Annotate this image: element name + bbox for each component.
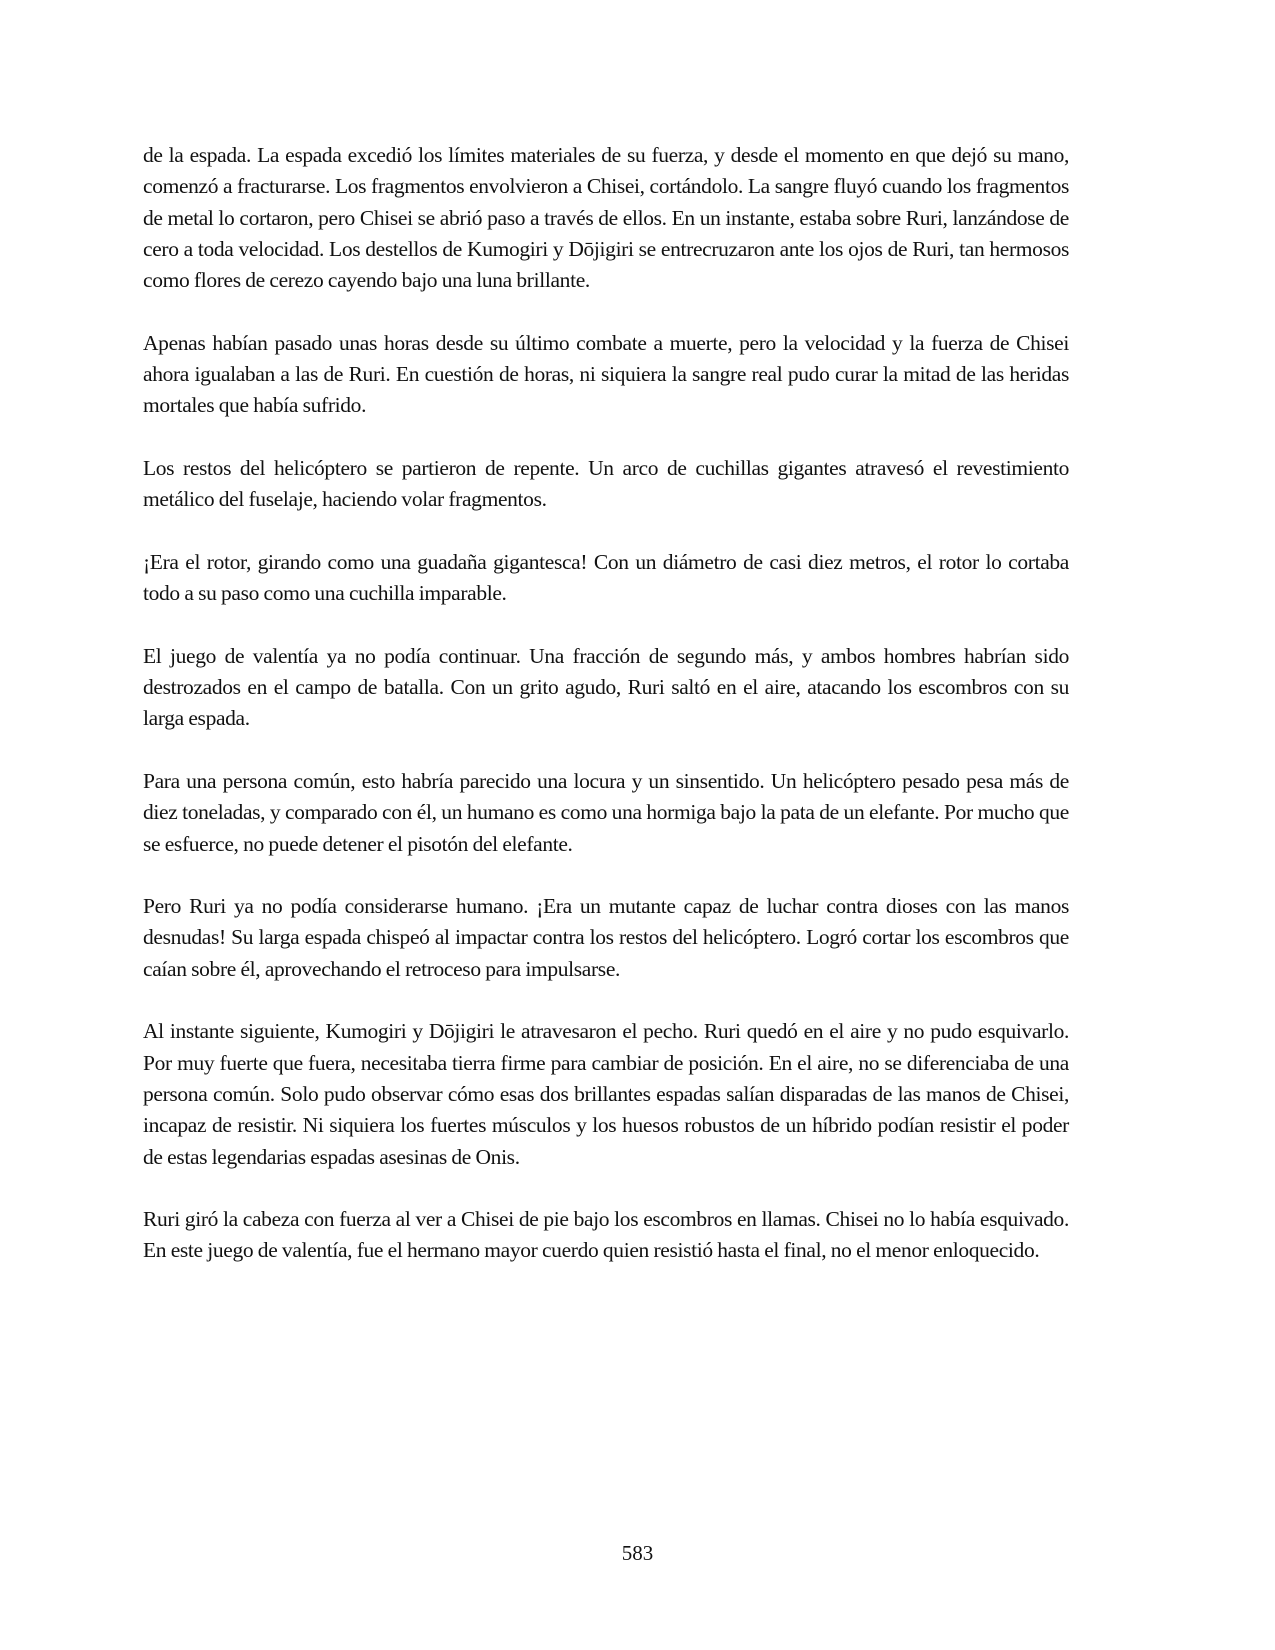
paragraph-8: Al instante siguiente, Kumogiri y Dōjigiri le atravesaron el pecho. Ruri quedó en el aire y no pudo esquivarlo. Por muy fuerte que fuera, necesitaba tierra firme para cambiar de posición. En el aire, no se diferenciaba de una persona común. Solo pudo observar cómo esas dos brillantes espadas salían disparadas de las manos de Chisei, incapaz de resistir. Ni siquiera los fuertes músculos y los huesos robustos de un híbrido podían resistir el poder de estas legendarias espadas asesinas de Onis. bbox=[143, 1019, 1069, 1169]
paragraph-6: Para una persona común, esto habría parecido una locura y un sinsentido. Un helicóptero pesado pesa más de diez toneladas, y comparado con él, un humano es como una hormiga bajo la pata de un elefante. Por mucho que se esfuerce, no puede detener el pisotón del elefante. bbox=[143, 768, 1069, 856]
paragraph-3: Los restos del helicóptero se partieron de repente. Un arco de cuchillas gigantes atravesó el revestimiento metálico del fuselaje, haciendo volar fragmentos. bbox=[143, 455, 1069, 512]
page-number: 583 bbox=[621, 1541, 654, 1565]
paragraph-5: El juego de valentía ya no podía continuar. Una fracción de segundo más, y ambos hombres habrían sido destrozados en el campo de batalla. Con un grito agudo, Ruri saltó en el aire, atacando los escombros con su larga espada. bbox=[143, 643, 1069, 731]
paragraph-4: ¡Era el rotor, girando como una guadaña gigantesca! Con un diámetro de casi diez metros, el rotor lo cortaba todo a su paso como una cuchilla imparable. bbox=[143, 549, 1069, 606]
body-text bbox=[143, 140, 1069, 1298]
paragraph-7: Pero Ruri ya no podía considerarse humano. ¡Era un mutante capaz de luchar contra dioses con las manos desnudas! Su larga espada chispeó al impactar contra los restos del helicóptero. Logró cortar los escombros que caían sobre él, aprovechando el retroceso para impulsarse. bbox=[143, 894, 1069, 981]
paragraph-2: Apenas habían pasado unas horas desde su último combate a muerte, pero la velocidad y la fuerza de Chisei ahora igualaban a las de Ruri. En cuestión de horas, ni siquiera la sangre real pudo curar la mitad de las heridas mortales que había sufrido. bbox=[143, 330, 1069, 418]
paragraph-9: Ruri giró la cabeza con fuerza al ver a Chisei de pie bajo los escombros en llamas. Chisei no lo había esquivado. En este juego de valentía, fue el hermano mayor cuerdo quien resistió hasta el final, no el menor enloquecido. bbox=[143, 1207, 1069, 1263]
paragraph-1: de la espada. La espada excedió los límites materiales de su fuerza, y desde el momento en que dejó su mano, comenzó a fracturarse. Los fragmentos envolvieron a Chisei, cortándolo. La sangre fluyó cuando los fragmentos de metal lo cortaron, pero Chisei se abrió paso a través de ellos. En un instante, estaba sobre Ruri, lanzándose de cero a toda velocidad. Los destellos de Kumogiri y Dōjigiri se entrecruzaron ante los ojos de Ruri, tan hermosos como flores de cerezo cayendo bajo una luna brillante. bbox=[143, 143, 1069, 293]
